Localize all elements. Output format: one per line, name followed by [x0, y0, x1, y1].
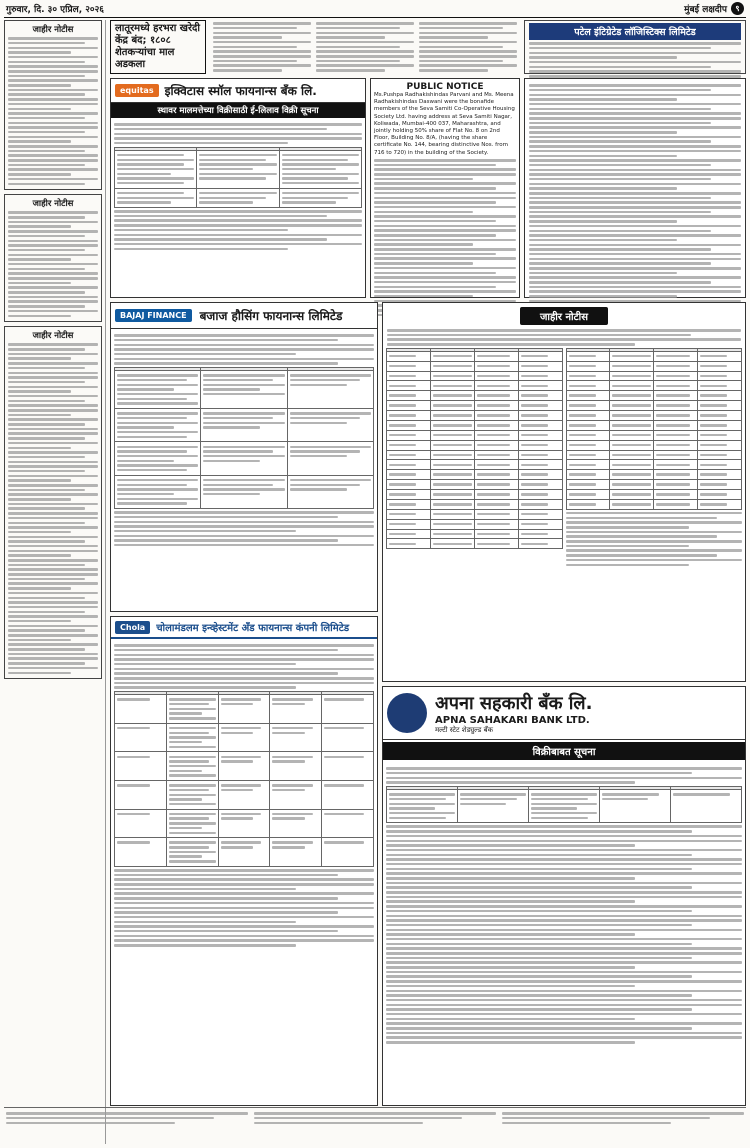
apna-sale-title: विक्रीबाबत सूचना [383, 742, 745, 760]
section-name: मुंबई लक्षदीप [684, 4, 727, 15]
possession-notice [524, 78, 746, 298]
left-notice-3 [4, 326, 102, 679]
public-notice-body: Ms.Pushpa Radhakishindas Parvani and Ms. Meena Radhakishindas Daswani were the bonafide members of the Seva Samiti Co-Operative Housing Society Ltd. having address at Seva Samiti Nagar, Koliwada, Mumbai-400 037, Maharashtra, and jointly holding 50% share of Flat No. 8 on 2nd Floor, Building No. 8/A, (having the share certificate No. 144, bearing distinctive Nos. from 716 to 720) in the building of the Society. [374, 92, 515, 156]
masthead-date: गुरुवार, दि. ३० एप्रिल, २०२६ [6, 4, 104, 15]
page-number-badge: ९ [731, 2, 744, 15]
equitas-table [114, 147, 362, 208]
left-notice-1 [4, 20, 102, 190]
public-notice [370, 78, 520, 298]
apna-name-en: APNA SAHAKARI BANK LTD. [435, 715, 590, 726]
bajaj-notice [110, 302, 378, 612]
equitas-notice [110, 78, 366, 298]
left-notice-2 [4, 194, 102, 322]
left-notice-3-title: जाहीर नोटीस [32, 331, 74, 342]
apna-bank-notice [382, 686, 746, 1106]
jaheer-right-table-right [566, 348, 743, 510]
bajaj-table [114, 367, 374, 509]
equitas-subtitle: स्थावर मालमत्तेच्या विक्रीसाठी ई-लिलाव विक्री सूचना [111, 103, 365, 118]
headline: लातूरमध्ये हरभरा खरेदी केंद्र बंद; १८०८ शेतकऱ्यांचा माल अडकला [115, 23, 200, 70]
chola-notice [110, 616, 378, 1106]
apna-name-mr: अपना सहकारी बँक लि. [435, 693, 593, 714]
masthead [0, 0, 750, 16]
public-notice-title: PUBLIC NOTICE [406, 82, 484, 92]
jaheer-right-title: जाहीर नोटीस [520, 307, 608, 325]
chola-logo: Chola [115, 621, 150, 634]
chola-table [114, 691, 374, 867]
equitas-logo: equitas [115, 84, 159, 97]
masthead-section [684, 2, 744, 15]
page-footer-notices [4, 1107, 746, 1146]
bajaj-title: बजाज हौसिंग फायनान्स लिमिटेड [199, 309, 343, 323]
masthead-divider [4, 17, 746, 18]
apna-bank-logo [387, 693, 427, 733]
bajaj-logo: BAJAJ FINANCE [115, 309, 192, 322]
apna-tagline: मल्टी स्टेट शेड्युल्ड बँक [435, 726, 494, 734]
left-notice-2-title: जाहीर नोटीस [32, 199, 74, 210]
left-notice-column [4, 20, 106, 1144]
left-notice-1-title: जाहीर नोटीस [32, 25, 74, 35]
jaheer-right-table-left [386, 348, 563, 550]
news-strip [210, 20, 520, 74]
patel-title: पटेल इंटिग्रेटेड लॉजिस्टिक्स लिमिटेड [529, 23, 741, 40]
chola-title: चोलामंडलम इन्व्हेस्टमेंट अँड फायनान्स कंपनी लिमिटेड [156, 623, 350, 634]
apna-table [386, 786, 742, 823]
jaheer-notice-right [382, 302, 746, 682]
headline-box [110, 20, 206, 74]
patel-logistics-banner [524, 20, 746, 74]
equitas-title: इक्विटास स्मॉल फायनान्स बँक लि. [164, 84, 317, 98]
